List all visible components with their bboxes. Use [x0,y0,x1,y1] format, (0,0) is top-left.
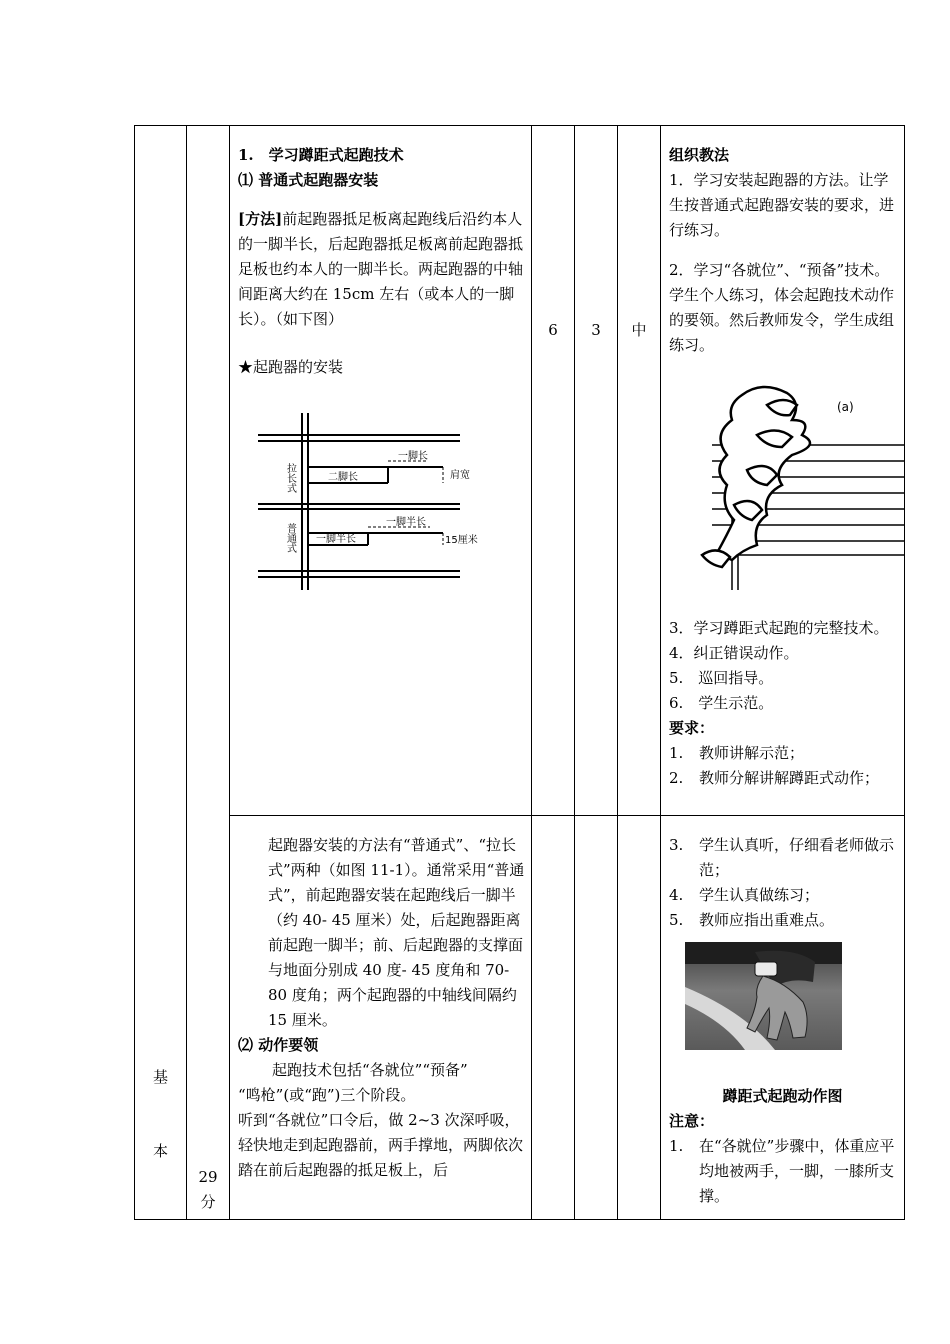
intensity-value: 中 [631,321,647,339]
count-value: 6 [548,321,558,339]
sprint-start-figure [672,375,904,590]
section-label: 基 [152,1068,168,1086]
requirement-title: 要求： [669,719,715,737]
content-top [238,143,526,380]
requirement-item: 1. 教师讲解示范； [669,744,805,762]
photo-caption: 蹲距式起跑动作图 [722,1087,843,1105]
table-divider [229,125,230,1219]
org-title: 组织教法 [669,146,730,164]
org-item: 4．纠正错误动作。 [669,644,799,662]
org-item: 1．学习安装起跑器的方法。让学生按普通式起跑器安装的要求，进行练习。 [669,171,895,239]
subheading: ⑵ 动作要领 [238,1036,319,1054]
table-border-bottom [134,1219,905,1220]
requirement-item: 2. 教师分解讲解蹲距式动作； [669,769,880,787]
table-divider [660,125,661,1219]
method-paragraph [238,207,526,332]
diagram-label: 二脚长 [328,472,358,483]
paragraph: 起跑技术包括“各就位”“预备” [272,1061,468,1079]
diagram-label: 一脚长 [398,451,428,462]
org-item: 6. 学生示范。 [669,694,774,712]
table-border-left [134,125,135,1219]
org-bottom [669,833,899,933]
notes [669,1109,899,1209]
diagram-label: 拉长式 [284,463,296,493]
paragraph: 听到“各就位”口令后，做 2~3 次深呼吸，轻快地走到起跑器前，两手撑地，两脚依次踏在前后起跑器的抵足板上，后 [238,1111,524,1179]
table-border-right [904,125,905,1219]
section-label: 本 [152,1142,168,1160]
time-value: 29 [198,1168,218,1186]
paragraph: “鸣枪”(或“跑”)三个阶段。 [238,1086,416,1104]
org-item: 5. 巡回指导。 [669,669,774,687]
start-hand-photo [685,942,842,1050]
diagram-label: 15厘米 [445,535,478,546]
diagram-label: 肩宽 [450,470,470,481]
requirement-item: 3. 学生认真听，仔细看老师做示范； [669,836,895,879]
table-divider [531,125,532,1219]
diagram-label: 普通式 [284,523,296,553]
diagram-caption: ★起跑器的安装 [238,358,344,376]
starting-block-diagram [238,405,478,595]
org-item: 2．学习“各就位”、“预备”技术。学生个人练习，体会起跑技术动作的要领。然后教师发令，学生成组练习。 [669,261,895,354]
note-title: 注意： [669,1112,715,1130]
note-item: 1. 在“各就位”步骤中，体重应平均地被两手，一脚，一膝所支撑。 [669,1137,895,1205]
method-label: [方法] [238,210,283,228]
org-item: 3．学习蹲距式起跑的完整技术。 [669,619,889,637]
diagram-label: 一脚半长 [316,534,356,545]
paragraph: 起跑器安装的方法有“普通式”、“拉长式”两种（如图 11-1）。通常采用“普通式”，前起跑器安装在起跑线后一脚半（约 40- 45 厘米）处，后起跑器距离前起跑一脚半；前、后起跑器的支撑面与地面分别成 40 度- 45 度角和 70- 80 度角；两个起跑器的中轴线间隔约 15 厘米。 [268,836,525,1029]
content-bottom [238,833,526,1183]
row-divider [229,815,905,816]
org-top-lower [669,616,899,791]
table-divider [574,125,575,1219]
table-divider [186,125,187,1219]
lesson-subheading: ⑴ 普通式起跑器安装 [238,171,379,189]
table-divider [617,125,618,1219]
figure-label: (a) [837,400,854,414]
requirement-item: 4. 学生认真做练习； [669,886,820,904]
table-border-top [134,125,905,126]
count-value: 3 [591,321,601,339]
time-unit: 分 [200,1193,216,1211]
diagram-label: 一脚半长 [386,517,426,528]
method-text: 前起跑器抵足板离起跑线后沿约本人的一脚半长，后起跑器抵足板离前起跑器抵足板也约本人的一脚半长。两起跑器的中轴间距离大约在 15cm 左右（或本人的一脚长）。（如下图） [238,210,524,328]
lesson-heading: 1. 学习蹲距式起跑技术 [238,146,404,164]
org-top [669,143,899,358]
requirement-item: 5. 教师应指出重难点。 [669,911,835,929]
